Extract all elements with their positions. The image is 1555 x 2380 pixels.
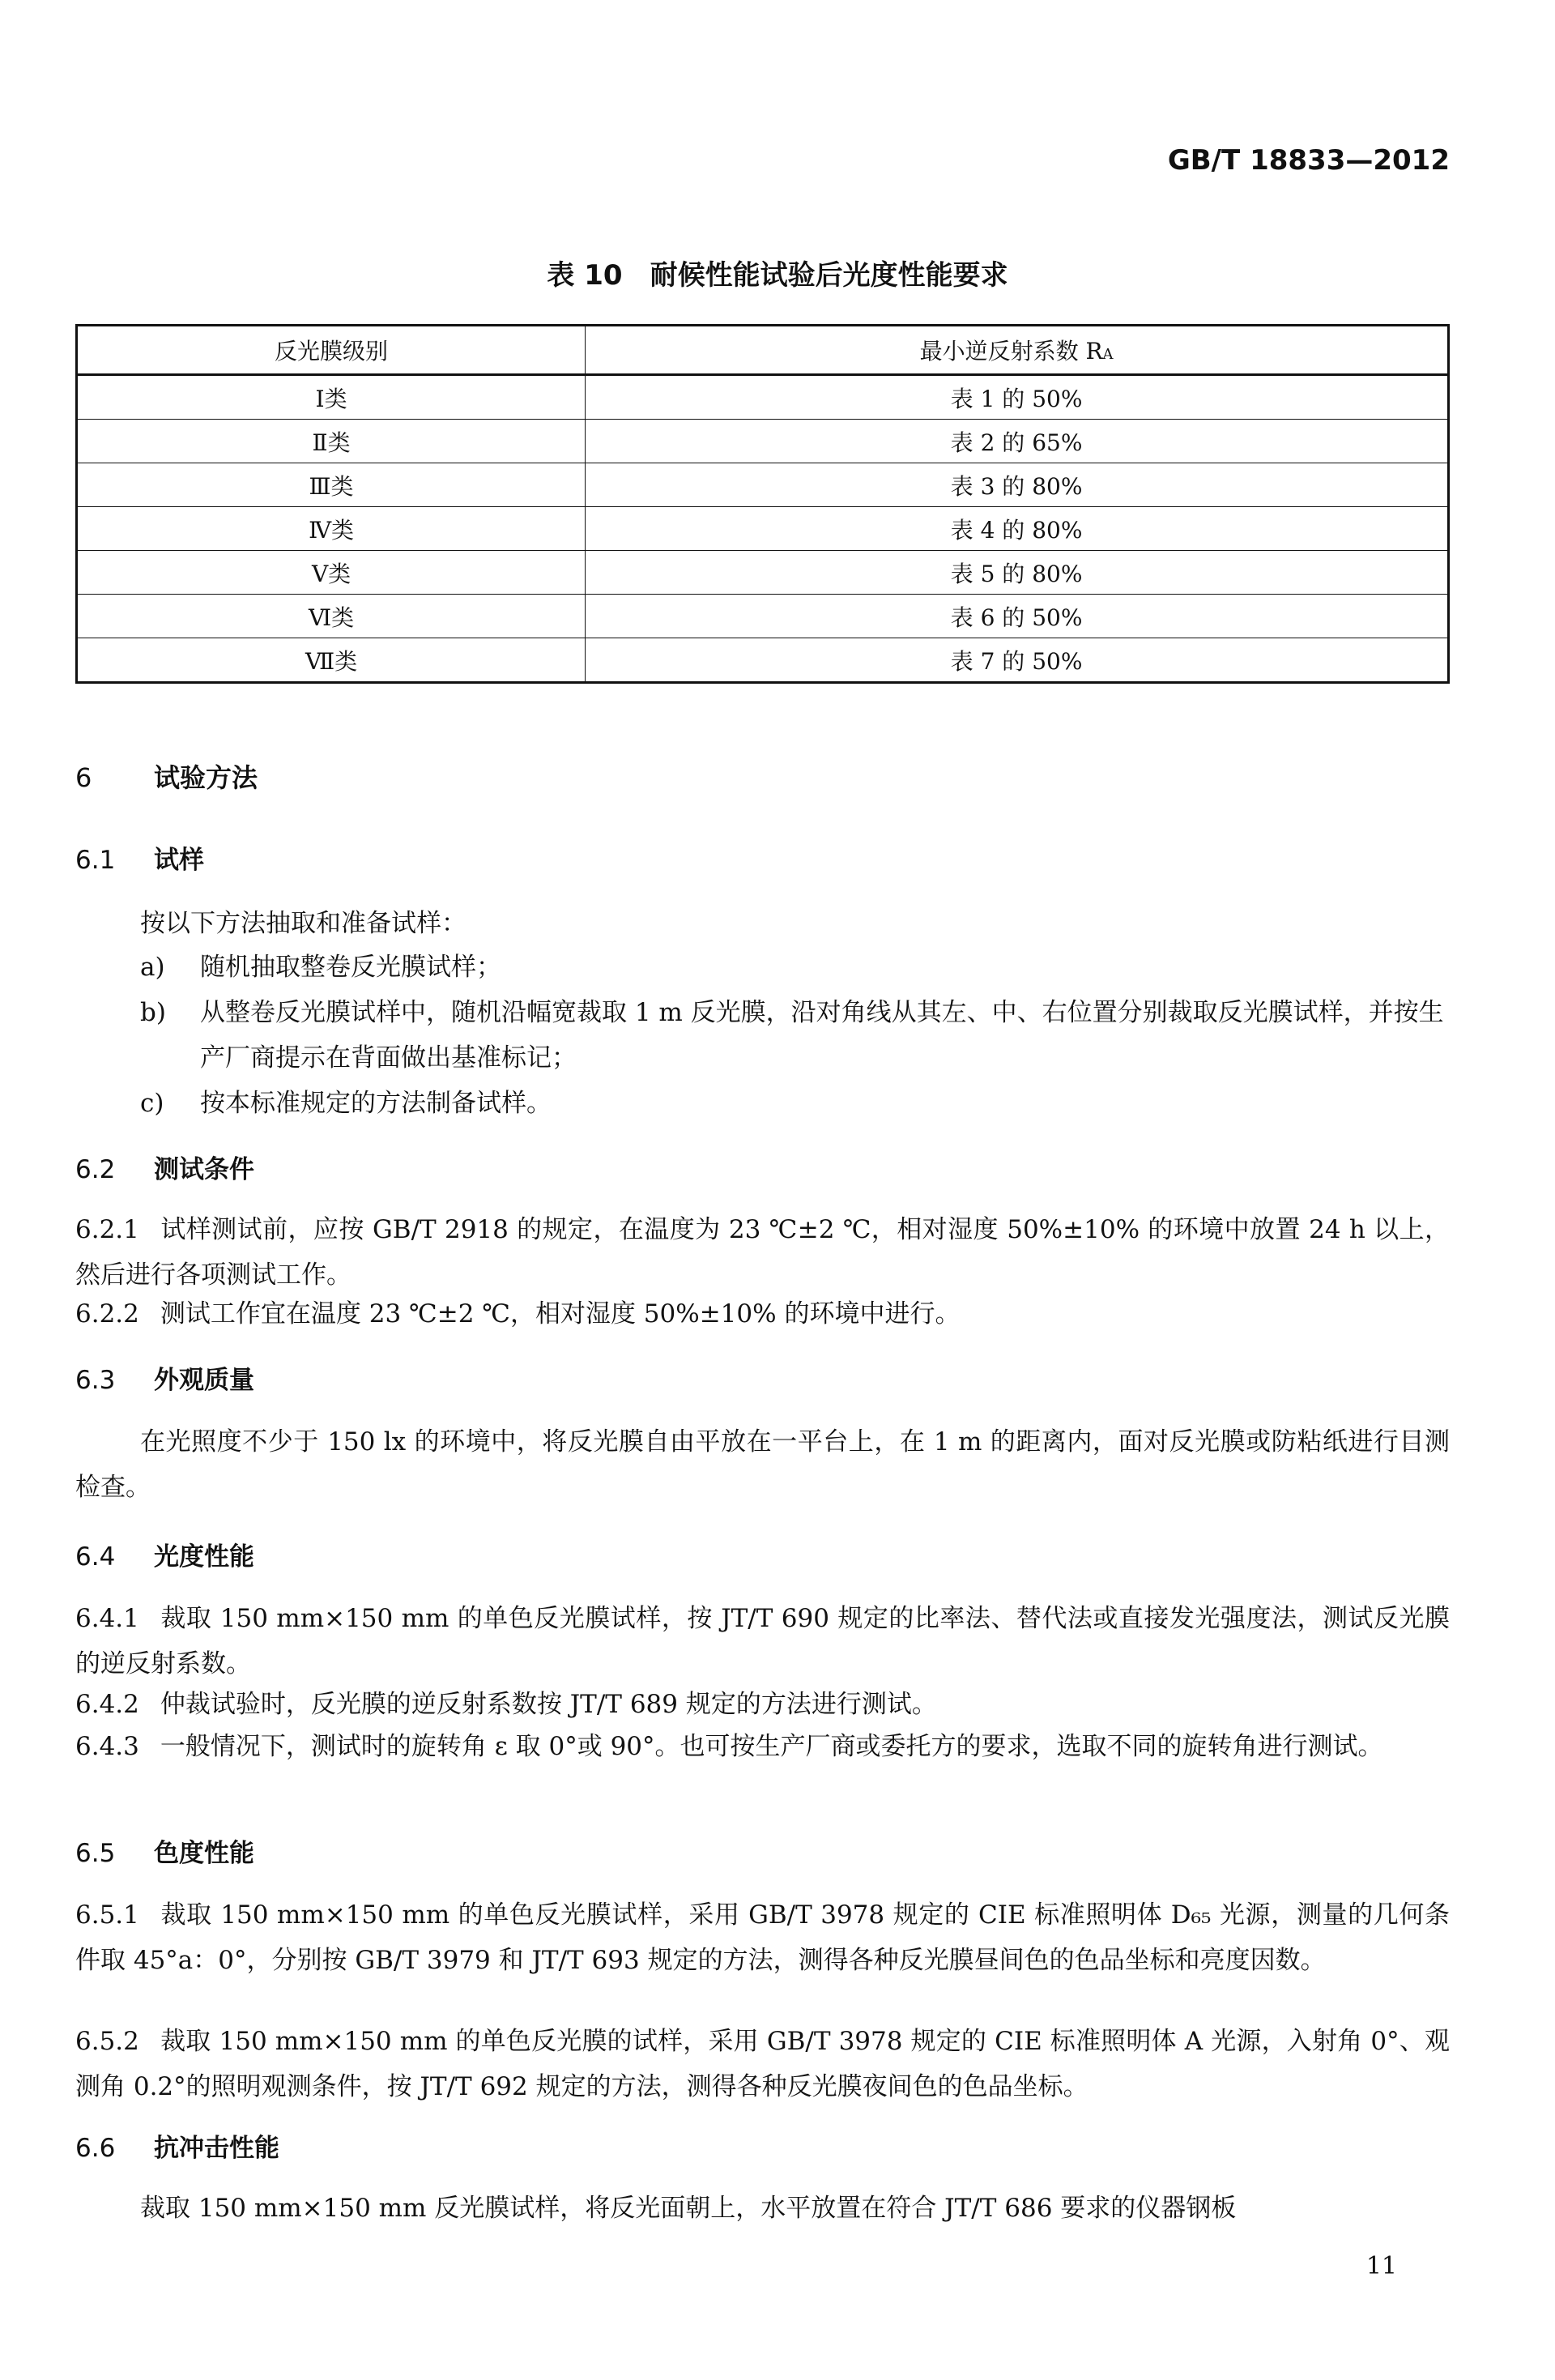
clause-6-2-1: 6.2.1 试样测试前，应按 GB/T 2918 的规定，在温度为 23 ℃±2 ℃，相对湿度 50%±10% 的环境中放置 24 h 以上，然后进行各项测试工作。 (75, 1215, 1450, 1290)
list-item-b: b) 从整卷反光膜试样中，随机沿幅宽裁取 1 m 反光膜，沿对角线从其左、中、右位置分别裁取反光膜试样，并按生产厂商提示在背面做出基准标记； (140, 998, 1444, 1073)
table-row (77, 420, 1449, 463)
table-header-row (77, 326, 1449, 375)
grade-cell: Ⅵ类 (77, 595, 586, 638)
table-row (77, 507, 1449, 551)
value-cell: 表 6 的 50% (586, 595, 1449, 638)
standard-code: GB/T 18833—2012 (1167, 144, 1450, 177)
section-6-1-heading: 6.1 试样 (75, 846, 204, 875)
value-cell: 表 3 的 80% (586, 463, 1449, 507)
section-6-2-heading: 6.2 测试条件 (75, 1155, 254, 1184)
section-6-3-paragraph: 在光照度不少于 150 lx 的环境中，将反光膜自由平放在一平台上，在 1 m 的距离内，面对反光膜或防粘纸进行目测检查。 (75, 1427, 1450, 1502)
table-row (77, 375, 1449, 420)
section-6-6-paragraph: 裁取 150 mm×150 mm 反光膜试样，将反光面朝上，水平放置在符合 JT/T 686 要求的仪器钢板 (140, 2194, 1237, 2223)
clause-6-5-1: 6.5.1 裁取 150 mm×150 mm 的单色反光膜试样，采用 GB/T 3978 规定的 CIE 标准照明体 D₆₅ 光源，测量的几何条件取 45°a：0°，分别按 GB/T 3979 和 JT/T 693 规定的方法，测得各种反光膜昼间色的色品坐标和亮度因数。 (75, 1900, 1450, 1975)
clause-6-5-2: 6.5.2 裁取 150 mm×150 mm 的单色反光膜的试样，采用 GB/T 3978 规定的 CIE 标准照明体 A 光源，入射角 0°、观测角 0.2°的照明观测条件，按 JT/T 692 规定的方法，测得各种反光膜夜间色的色品坐标。 (75, 2027, 1450, 2101)
table-row (77, 638, 1449, 683)
section-6-heading: 6 试验方法 (75, 762, 258, 793)
value-cell: 表 2 的 65% (586, 420, 1449, 463)
grade-cell: Ⅳ类 (77, 507, 586, 551)
list-item-a: a) 随机抽取整卷反光膜试样； (140, 953, 501, 982)
clause-6-4-1: 6.4.1 裁取 150 mm×150 mm 的单色反光膜试样，按 JT/T 690 规定的比率法、替代法或直接发光强度法，测试反光膜的逆反射系数。 (75, 1604, 1450, 1678)
clause-6-4-2: 6.4.2 仲裁试验时，反光膜的逆反射系数按 JT/T 689 规定的方法进行测试。 (75, 1690, 937, 1719)
value-cell: 表 5 的 80% (586, 551, 1449, 595)
table-row (77, 595, 1449, 638)
column-header-coefficient: 最小逆反射系数 RA (586, 326, 1449, 375)
clause-6-2-2: 6.2.2 测试工作宜在温度 23 ℃±2 ℃，相对湿度 50%±10% 的环境中进行。 (75, 1299, 961, 1329)
list-item-c: c) 按本标准规定的方法制备试样。 (140, 1089, 552, 1118)
table-row (77, 551, 1449, 595)
section-6-5-heading: 6.5 色度性能 (75, 1839, 254, 1868)
section-6-6-heading: 6.6 抗冲击性能 (75, 2134, 279, 2163)
clause-6-4-3: 6.4.3 一般情况下，测试时的旋转角 ε 取 0°或 90°。也可按生产厂商或委托方的要求，选取不同的旋转角进行测试。 (75, 1732, 1383, 1761)
grade-cell: Ⅱ类 (77, 420, 586, 463)
value-cell: 表 4 的 80% (586, 507, 1449, 551)
column-header-grade: 反光膜级别 (77, 326, 586, 375)
grade-cell: Ⅰ类 (77, 375, 586, 420)
table-title: 表 10 耐候性能试验后光度性能要求 (547, 259, 1008, 292)
page-number: 11 (1365, 2252, 1397, 2280)
grade-cell: Ⅲ类 (77, 463, 586, 507)
section-6-4-heading: 6.4 光度性能 (75, 1542, 254, 1572)
grade-cell: Ⅴ类 (77, 551, 586, 595)
section-6-1-intro: 按以下方法抽取和准备试样： (140, 909, 466, 938)
section-6-3-heading: 6.3 外观质量 (75, 1366, 254, 1395)
value-cell: 表 7 的 50% (586, 638, 1449, 683)
grade-cell: Ⅶ类 (77, 638, 586, 683)
table-row (77, 463, 1449, 507)
photometric-requirements-table (75, 324, 1450, 684)
value-cell: 表 1 的 50% (586, 375, 1449, 420)
